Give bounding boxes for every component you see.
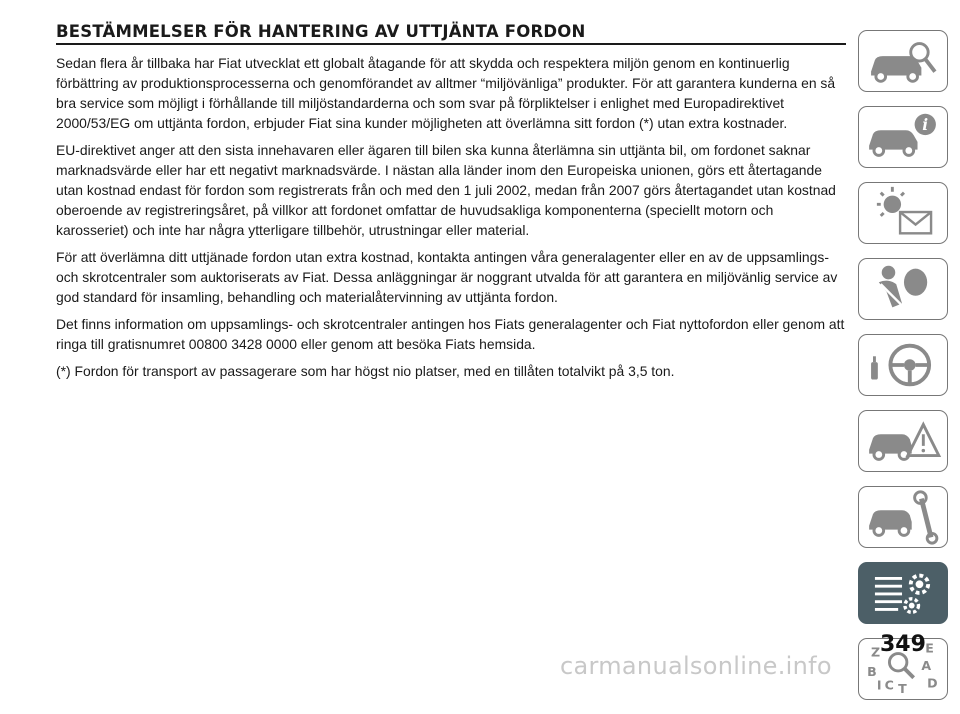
- car-info-icon: [859, 107, 947, 167]
- index-letter-t: T: [898, 681, 907, 697]
- index-letter-a: A: [921, 657, 932, 673]
- tab-warning-lights[interactable]: [858, 182, 948, 244]
- paragraph-4: Det finns information om uppsamlings- och skrotcentraler antingen hos Fiats generalagenter och Fiat nyttofordon eller genom att ringa till gratisnumret 00800 3428 0000 eller genom att besöka Fiats hemsida.: [56, 316, 845, 352]
- watermark: carmanualsonline.info: [560, 652, 832, 680]
- tab-service-maintenance[interactable]: [858, 486, 948, 548]
- tab-car-search[interactable]: [858, 30, 948, 92]
- car-breakdown-icon: [859, 411, 947, 471]
- chapter-tabs: [858, 30, 950, 714]
- warning-light-message-icon: [859, 183, 947, 243]
- tab-starting-driving[interactable]: [858, 334, 948, 396]
- svg-text:i: i: [922, 115, 929, 135]
- tab-technical-data[interactable]: [858, 562, 948, 624]
- technical-data-gear-icon: [859, 563, 947, 623]
- car-search-icon: [859, 31, 947, 91]
- airbag-safety-icon: [859, 259, 947, 319]
- paragraph-3: För att överlämna ditt uttjänade fordon utan extra kostnad, kontakta antingen våra generalagenter eller en av de uppsamlings- och skrotcentraler som auktoriserats av Fiat. Dessa anläggningar är noggrant utvalda för att garantera en miljövänlig service av god standard för insamling, behandling och materialåtervinning av uttjänta fordon.: [56, 249, 838, 305]
- page-title: BESTÄMMELSER FÖR HANTERING AV UTTJÄNTA FORDON: [56, 22, 846, 45]
- car-service-wrench-icon: [859, 487, 947, 547]
- tab-emergency[interactable]: [858, 410, 948, 472]
- tab-car-info[interactable]: [858, 106, 948, 168]
- index-letter-c: C: [884, 677, 894, 693]
- main-content: [56, 22, 846, 381]
- tab-safety[interactable]: [858, 258, 948, 320]
- index-letter-d: D: [927, 675, 938, 691]
- paragraph-1: Sedan flera år tillbaka har Fiat utvecklat ett globalt åtagande för att skydda och respektera miljön genom en kontinuerlig förbättring av produktionsprocesserna och genomförandet av alltmer “miljövänliga” produkter. För att garantera kunderna en så bra service som möjligt i förhållande till miljöstandarderna och som svar på förpliktelser i enlighet med Europadirektivet 2000/53/EG om uttjänta fordon, erbjuder Fiat sina kunder möjligheten att överlämna sitt fordon (*) utan extra kostnader.: [56, 55, 836, 131]
- index-letter-e: E: [925, 640, 934, 656]
- paragraph-2: EU-direktivet anger att den sista innehavaren eller ägaren till bilen ska kunna återlämna sin uttjänta bil, om fordonet saknar marknadsvärde eller har ett negativt marknadsvärde. I nästan alla länder inom den Europeiska unionen, görs ett återtagande utan kostnad endast för fordon som registrerats från och med den 1 juli 2002, medan från 2007 görs återtagandet utan kostnad oberoende av registreringsåret, på villkor att fordonet omfattar de huvudsakliga komponenterna (speciellt motorn och karosseriet) och inte har några ytterligare tillbehör, utrustningar eller material.: [56, 142, 836, 238]
- page-number: 349: [880, 632, 926, 657]
- index-letter-b: B: [867, 663, 877, 679]
- steering-wheel-icon: [859, 335, 947, 395]
- index-letter-i: I: [876, 677, 882, 693]
- footnote: (*) Fordon för transport av passagerare som har högst nio platser, med en tillåten totalvikt på 3,5 ton.: [56, 363, 675, 379]
- index-letter-z: Z: [871, 644, 881, 660]
